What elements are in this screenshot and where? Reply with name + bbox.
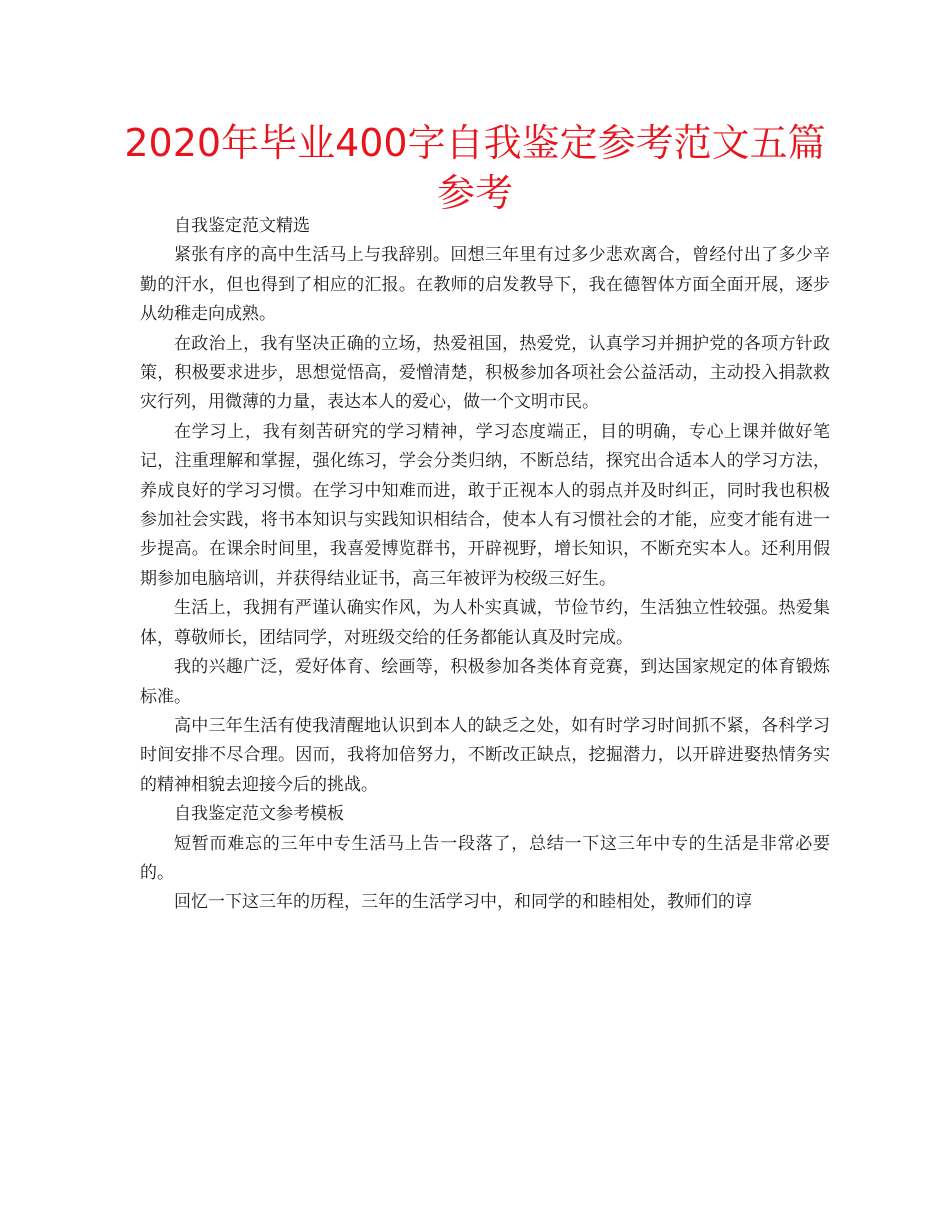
- document-title-line-1: 2020年毕业400字自我鉴定参考范文五篇: [124, 121, 826, 165]
- document-body: [140, 212, 830, 918]
- body-paragraph: 在政治上，我有坚决正确的立场，热爱祖国，热爱党，认真学习并拥护党的各项方针政策，积极要求进步，思想觉悟高，爱憎清楚，积极参加各项社会公益活动，主动投入捐款救灾行列，用微薄的力量，表达本人的爱心，做一个文明市民。: [140, 333, 830, 413]
- body-paragraph: 在学习上，我有刻苦研究的学习精神，学习态度端正，目的明确，专心上课并做好笔记，注重理解和掌握，强化练习，学会分类归纳，不断总结，探究出合适本人的学习方法，养成良好的学习习惯。在学习中知难而进，敢于正视本人的弱点并及时纠正，同时我也积极参加社会实践，将书本知识与实践知识相结合，使本人有习惯社会的才能，应变才能有进一步提高。在课余时间里，我喜爱博览群书，开辟视野，增长知识，不断充实本人。还利用假期参加电脑培训，并获得结业证书，高三年被评为校级三好生。: [140, 421, 830, 589]
- body-paragraph: 紧张有序的高中生活马上与我辞别。回想三年里有过多少悲欢离合，曾经付出了多少辛勤的汗水，但也得到了相应的汇报。在教师的启发教导下，我在德智体方面全面开展，逐步从幼稚走向成熟。: [140, 245, 830, 325]
- body-paragraph: 我的兴趣广泛，爱好体育、绘画等，积极参加各类体育竞赛，到达国家规定的体育锻炼标准。: [140, 657, 830, 707]
- body-paragraph: 回忆一下这三年的历程，三年的生活学习中，和同学的和睦相处，教师们的谆: [174, 892, 752, 913]
- body-paragraph: 短暂而难忘的三年中专生活马上告一段落了，总结一下这三年中专的生活是非常必要的。: [140, 833, 830, 883]
- document-title: [100, 118, 850, 218]
- document-title-line-2: 参考: [436, 171, 513, 215]
- body-paragraph: 高中三年生活有使我清醒地认识到本人的缺乏之处，如有时学习时间抓不紧，各科学习时间安排不尽合理。因而，我将加倍努力，不断改正缺点，挖掘潜力，以开辟进娶热情务实的精神相貌去迎接今后的挑战。: [140, 715, 830, 795]
- section-heading-selected-samples: 自我鉴定范文精选: [174, 216, 310, 236]
- body-paragraph: 生活上，我拥有严谨认确实作风，为人朴实真诚，节俭节约，生活独立性较强。热爱集体，尊敬师长，团结同学，对班级交给的任务都能认真及时完成。: [140, 598, 830, 648]
- section-heading-reference-template: 自我鉴定范文参考模板: [174, 804, 344, 825]
